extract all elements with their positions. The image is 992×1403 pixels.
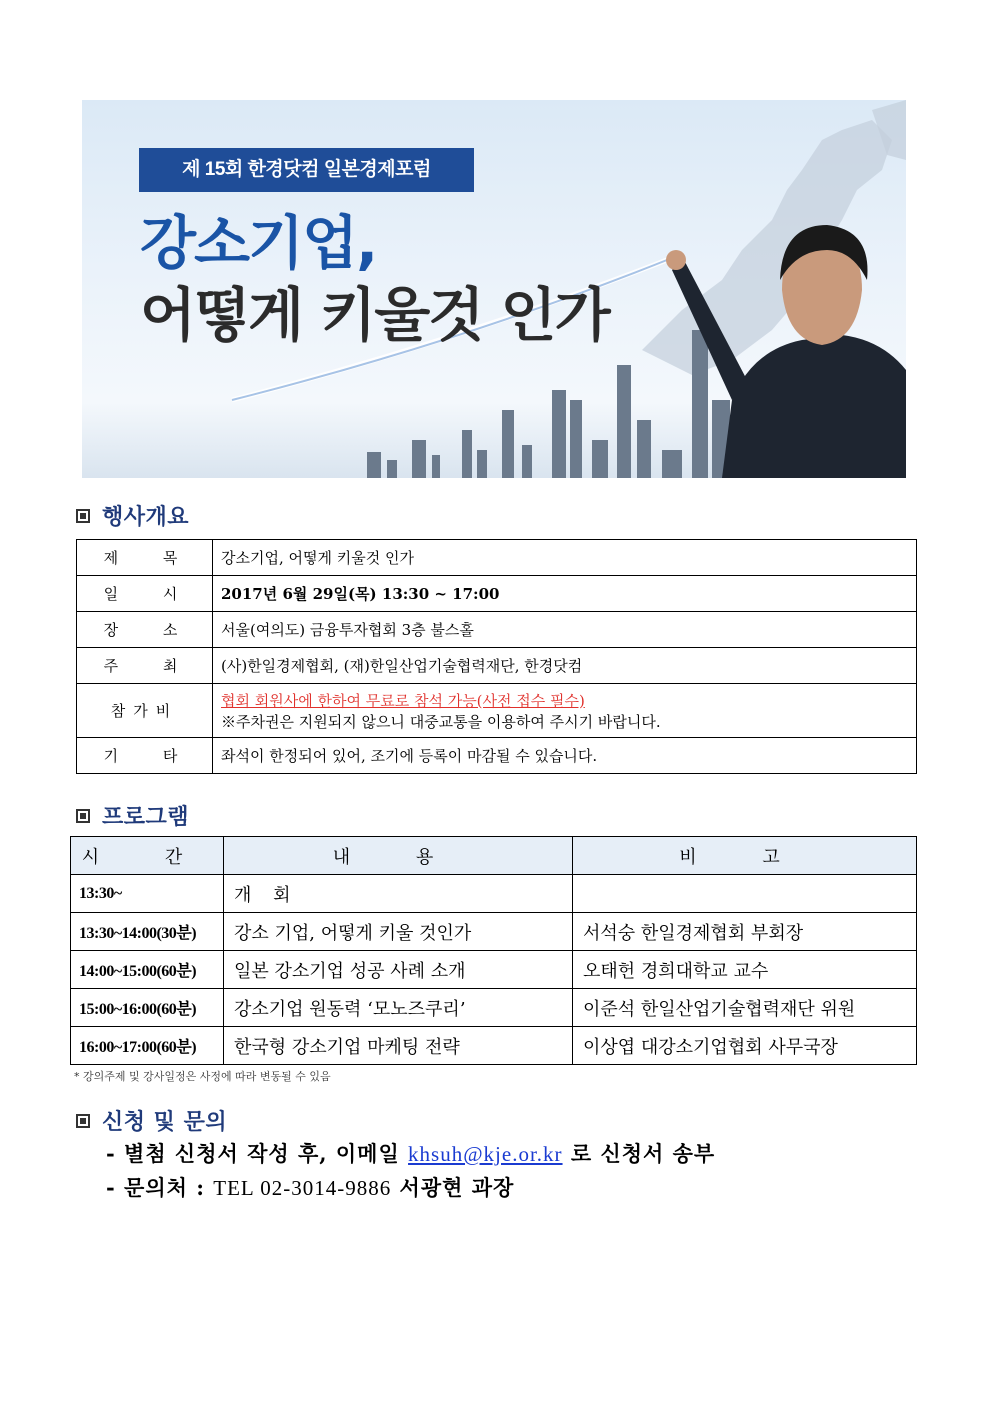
square-bullet-icon (76, 1114, 90, 1128)
contact-person: 서광현 과장 (399, 1175, 515, 1200)
program-heading-label: 프로그램 (102, 805, 190, 830)
program-content: 한국형 강소기업 마케팅 전략 (224, 1027, 573, 1065)
program-note: 이상엽 대강소기업협회 사무국장 (573, 1027, 917, 1065)
square-bullet-icon (76, 509, 90, 523)
fee-notice: 협회 회원사에 한하여 무료로 참석 가능(사전 접수 필수) (221, 691, 585, 710)
program-content: 개 회 (224, 875, 573, 913)
program-note: 이준석 한일산업기술협력재단 위원 (573, 989, 917, 1027)
banner-title-line1: 강소기업, (140, 209, 377, 277)
overview-value: 서울(여의도) 금융투자협회 3층 불스홀 (213, 612, 917, 648)
program-time: 13:30~ (71, 875, 224, 913)
program-time: 13:30~14:00(30분) (71, 913, 224, 951)
overview-key: 주 최 (77, 648, 213, 684)
square-bullet-icon (76, 809, 90, 823)
overview-key: 장 소 (77, 612, 213, 648)
overview-table (76, 539, 917, 774)
overview-value (213, 684, 917, 738)
table-header-row (71, 837, 917, 875)
program-footnote: * 강의주제 및 강사일정은 사정에 따라 변동될 수 있음 (74, 1070, 331, 1083)
program-time: 16:00~17:00(60분) (71, 1027, 224, 1065)
parking-notice: ※주차권은 지원되지 않으니 대중교통을 이용하여 주시기 바랍니다. (221, 712, 661, 731)
apply-suffix: 로 신청서 송부 (570, 1141, 716, 1166)
column-header: 시 간 (71, 837, 224, 875)
program-content: 일본 강소기업 성공 사례 소개 (224, 951, 573, 989)
program-time: 15:00~16:00(60분) (71, 989, 224, 1027)
program-note (573, 875, 917, 913)
contact-line-inquiry (106, 1172, 514, 1202)
program-content: 강소 기업, 어떻게 키울 것인가 (224, 913, 573, 951)
inquiry-text: - 문의처 : (106, 1175, 205, 1200)
overview-heading (76, 500, 189, 531)
table-row (77, 738, 917, 774)
overview-value: 2017년 6월 29일(목) 13:30 ~ 17:00 (213, 576, 917, 612)
program-note: 서석숭 한일경제협회 부회장 (573, 913, 917, 951)
overview-key: 기 타 (77, 738, 213, 774)
phone-number: TEL 02-3014-9886 (213, 1176, 392, 1200)
program-heading (76, 800, 189, 831)
apply-text: - 별첨 신청서 작성 후, 이메일 (106, 1141, 400, 1166)
contact-heading (76, 1105, 227, 1136)
event-tag: 제 15회 한경닷컴 일본경제포럼 (139, 148, 474, 192)
table-row (71, 1027, 917, 1065)
column-header: 비 고 (573, 837, 917, 875)
banner-title-line2: 어떻게 키울것 인가 (140, 281, 609, 349)
table-row (71, 875, 917, 913)
table-row (77, 684, 917, 738)
program-time: 14:00~15:00(60분) (71, 951, 224, 989)
overview-key: 일 시 (77, 576, 213, 612)
program-content: 강소기업 원동력 ‘모노즈쿠리’ (224, 989, 573, 1027)
program-table (70, 836, 917, 1065)
contact-heading-label: 신청 및 문의 (102, 1110, 228, 1135)
event-banner (82, 100, 906, 478)
column-header: 내 용 (224, 837, 573, 875)
table-row (71, 989, 917, 1027)
table-row (71, 951, 917, 989)
overview-heading-label: 행사개요 (102, 505, 190, 530)
email-link[interactable]: khsuh@kje.or.kr (408, 1142, 563, 1166)
overview-key: 참가비 (77, 684, 213, 738)
overview-key: 제 목 (77, 540, 213, 576)
table-row (77, 576, 917, 612)
table-row (77, 648, 917, 684)
overview-value: (사)한일경제협회, (재)한일산업기술협력재단, 한경닷컴 (213, 648, 917, 684)
program-note: 오태헌 경희대학교 교수 (573, 951, 917, 989)
overview-value: 강소기업, 어떻게 키울것 인가 (213, 540, 917, 576)
contact-line-apply (106, 1138, 715, 1168)
table-row (71, 913, 917, 951)
table-row (77, 612, 917, 648)
overview-value: 좌석이 한정되어 있어, 조기에 등록이 마감될 수 있습니다. (213, 738, 917, 774)
table-row (77, 540, 917, 576)
